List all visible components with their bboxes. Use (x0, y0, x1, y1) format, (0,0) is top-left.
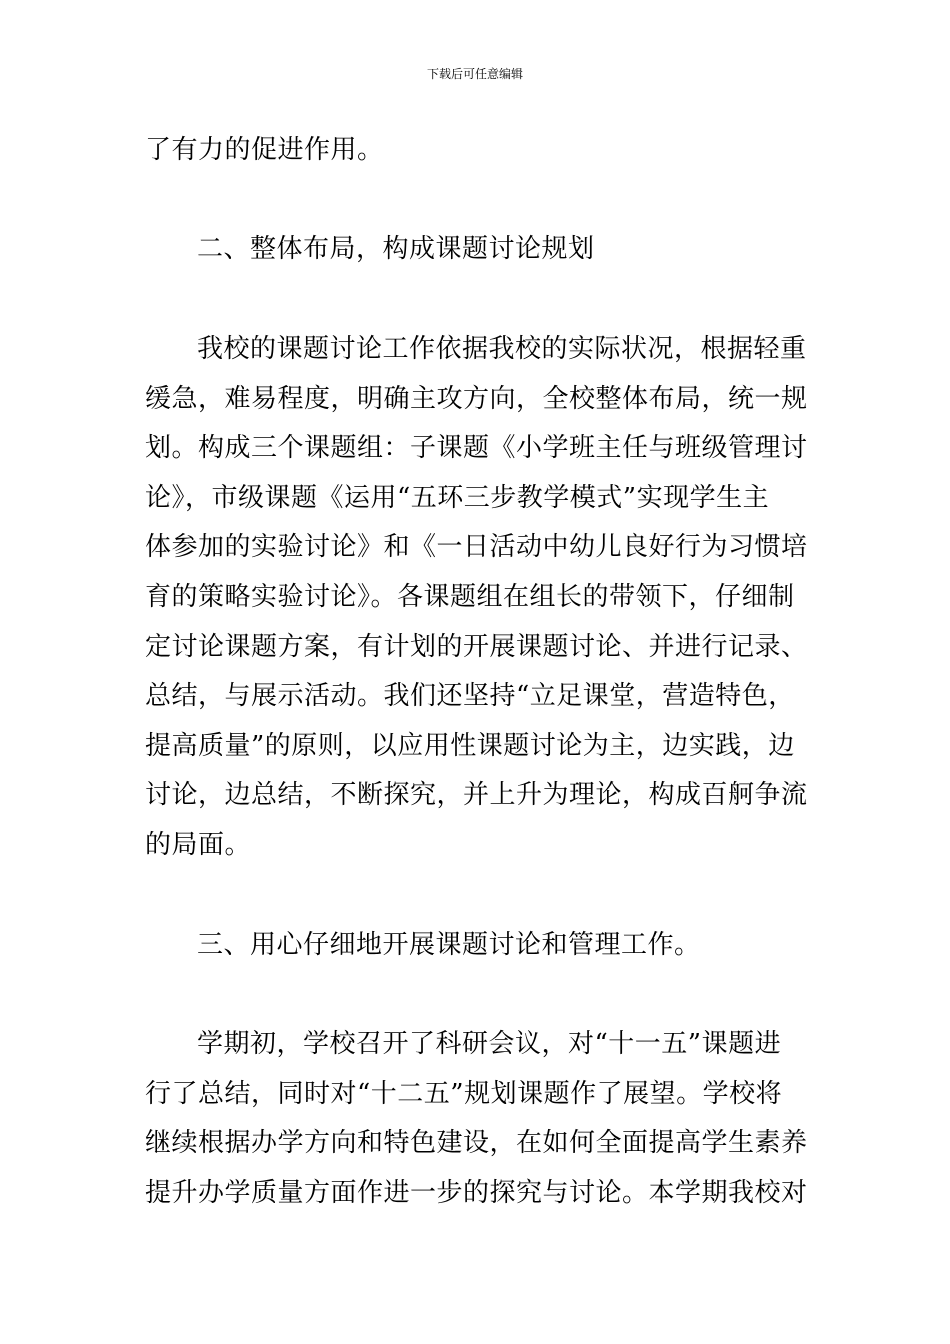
text-line: 提升办学质量方面作进一步的探究与讨论。本学期我校对 (145, 1178, 808, 1208)
text-line: 缓急，难易程度，明确主攻方向，全校整体布局，统一规 (145, 384, 808, 414)
text-line: 定讨论课题方案，有计划的开展课题讨论、并进行记录、 (145, 632, 808, 662)
text-line: 学期初，学校召开了科研会议，对“十一五”课题进 (197, 1029, 782, 1059)
text-line: 了有力的促进作用。 (145, 135, 384, 165)
text-line: 总结，与展示活动。我们还坚持“立足课堂，营造特色， (145, 681, 795, 711)
text-line: 我校的课题讨论工作依据我校的实际状况，根据轻重 (197, 334, 807, 364)
text-line: 提高质量”的原则，以应用性课题讨论为主，边实践，边 (145, 731, 795, 761)
text-line: 育的策略实验讨论》。各课题组在组长的带领下，仔细制 (145, 582, 795, 612)
section-heading: 二、整体布局，构成课题讨论规划 (197, 234, 595, 264)
page-header: 下载后可任意编辑 (426, 67, 523, 81)
text-line: 划。构成三个课题组：子课题《小学班主任与班级管理讨 (145, 433, 808, 463)
text-line: 的局面。 (145, 830, 252, 860)
text-line: 体参加的实验讨论》和《一日活动中幼儿良好行为习惯培 (145, 532, 808, 562)
text-line: 继续根据办学方向和特色建设，在如何全面提高学生素养 (145, 1128, 808, 1158)
section-heading: 三、用心仔细地开展课题讨论和管理工作。 (197, 930, 701, 960)
text-line: 行了总结，同时对“十二五”规划课题作了展望。学校将 (145, 1079, 783, 1109)
text-line: 论》，市级课题《运用“五环三步教学模式”实现学生主 (145, 483, 770, 513)
text-line: 讨论，边总结，不断探究，并上升为理论，构成百舸争流 (145, 780, 808, 810)
